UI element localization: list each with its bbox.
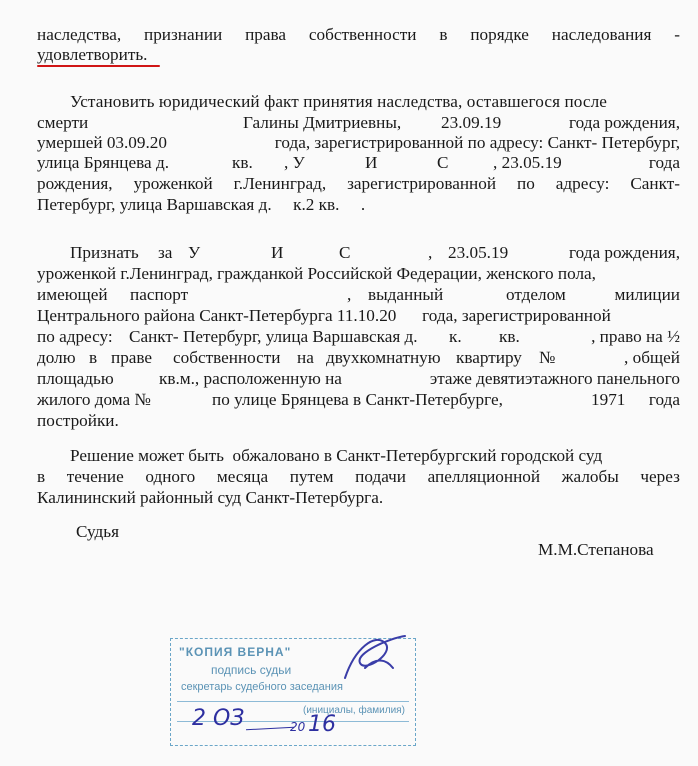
para2-line9: постройки.	[37, 411, 119, 430]
word: площадью	[37, 369, 114, 388]
word: 23.09.19	[441, 113, 502, 132]
word: имеющей	[37, 285, 108, 304]
word: по	[517, 174, 535, 193]
para0-line2: удовлетворить.	[37, 45, 148, 64]
word: по адресу:	[37, 327, 113, 346]
para3-line2	[37, 467, 680, 487]
word: 23.05.19	[448, 243, 509, 262]
word: , У	[284, 153, 305, 172]
stamp-line-2: подпись судьи	[211, 663, 292, 677]
word: , 23.05.19	[493, 153, 562, 172]
word: подачи	[355, 467, 406, 486]
para1-line6: Петербург, улица Варшавская д. к.2 кв. .	[37, 195, 366, 214]
para3-line3: Калининский районный суд Санкт-Петербурга.	[37, 488, 384, 507]
word: милиции	[614, 285, 680, 304]
word: г.Ленинград,	[233, 174, 327, 193]
stamp-line-3: секретарь судебного заседания	[181, 681, 343, 693]
word: апелляционной	[427, 467, 541, 486]
word: праве	[111, 348, 153, 367]
spellcheck-underline	[37, 65, 160, 67]
word: С	[339, 243, 351, 262]
word: Санкт-	[630, 174, 680, 193]
word: кв.м., расположенную на	[159, 369, 342, 388]
word: отделом	[506, 285, 566, 304]
word: собственности	[173, 348, 281, 367]
word: ,	[347, 285, 352, 304]
word: года, зарегистрированной по адресу: Санкт- Петербург,	[274, 133, 680, 152]
handwritten-date-part2: 20	[290, 720, 306, 734]
word: кв.	[499, 327, 520, 346]
word: года рождения,	[569, 243, 680, 262]
word: Признать	[70, 243, 139, 262]
para3-line1: Решение может быть обжаловано в Санкт-Петербургский городской суд	[70, 446, 603, 465]
stamp-rule	[177, 701, 409, 702]
word: рождения,	[37, 174, 113, 193]
word: жилого дома №	[37, 390, 151, 409]
word: к.	[449, 327, 462, 346]
word: жалобы	[561, 467, 619, 486]
word: С	[437, 153, 449, 172]
word: на	[297, 348, 314, 367]
word: квартиру	[456, 348, 522, 367]
word: в	[89, 348, 98, 367]
word: , общей	[624, 348, 680, 367]
word: долю	[37, 348, 76, 367]
word: уроженкой	[133, 174, 213, 193]
word: №	[539, 348, 556, 367]
word: признании	[144, 25, 223, 44]
word: улица Брянцева д.	[37, 153, 169, 172]
para1-line5	[37, 174, 680, 194]
word: 1971	[591, 390, 626, 409]
word: Галины Дмитриевны,	[243, 113, 402, 132]
word: -	[674, 25, 680, 44]
word: в	[37, 467, 46, 486]
word: этаже девятиэтажного панельного	[429, 369, 680, 388]
word: года рождения,	[569, 113, 680, 132]
word: двухкомнатную	[326, 348, 441, 367]
word: кв.	[232, 153, 253, 172]
handwritten-date-part1: 2 ОЗ	[192, 706, 245, 731]
word: за	[158, 243, 173, 262]
word: наследства,	[37, 25, 122, 44]
word: через	[640, 467, 680, 486]
word: , право на ½	[591, 327, 680, 346]
word: паспорт	[130, 285, 189, 304]
word: Санкт- Петербург, улица Варшавская д.	[129, 327, 418, 346]
handwritten-year: 16	[308, 712, 336, 737]
word: права	[245, 25, 287, 44]
word: течение	[66, 467, 124, 486]
word: ,	[428, 243, 433, 262]
word: путем	[289, 467, 334, 486]
word: У	[188, 243, 201, 262]
word: года	[648, 153, 680, 172]
judge-name: М.М.Степанова	[538, 540, 654, 559]
word: выданный	[368, 285, 444, 304]
word: по улице Брянцева в Санкт-Петербурге,	[212, 390, 503, 409]
para2-line4: Центрального района Санкт-Петербурга 11.10.20 года, зарегистрированной	[37, 306, 611, 325]
word: месяца	[216, 467, 269, 486]
word: собственности	[308, 25, 417, 44]
word: наследования	[551, 25, 652, 44]
judge-label: Судья	[76, 522, 120, 541]
word: И	[365, 153, 378, 172]
para2-line2: уроженкой г.Ленинград, гражданкой Российской Федерации, женского пола,	[37, 264, 596, 283]
word: адресу:	[555, 174, 610, 193]
stamp-line-1: "КОПИЯ ВЕРНА"	[179, 645, 292, 659]
word: умершей 03.09.20	[37, 133, 167, 152]
word: зарегистрированной	[347, 174, 497, 193]
word: смерти	[37, 113, 89, 132]
stamp-line-4: (инициалы, фамилия)	[303, 705, 405, 716]
word: одного	[145, 467, 196, 486]
para1-line1: Установить юридический факт принятия наследства, оставшегося после	[70, 92, 608, 111]
word: года	[648, 390, 680, 409]
word: порядке	[470, 25, 529, 44]
word: в	[439, 25, 448, 44]
para0-line1	[37, 25, 680, 45]
signature-scribble	[335, 628, 415, 688]
word: И	[271, 243, 284, 262]
